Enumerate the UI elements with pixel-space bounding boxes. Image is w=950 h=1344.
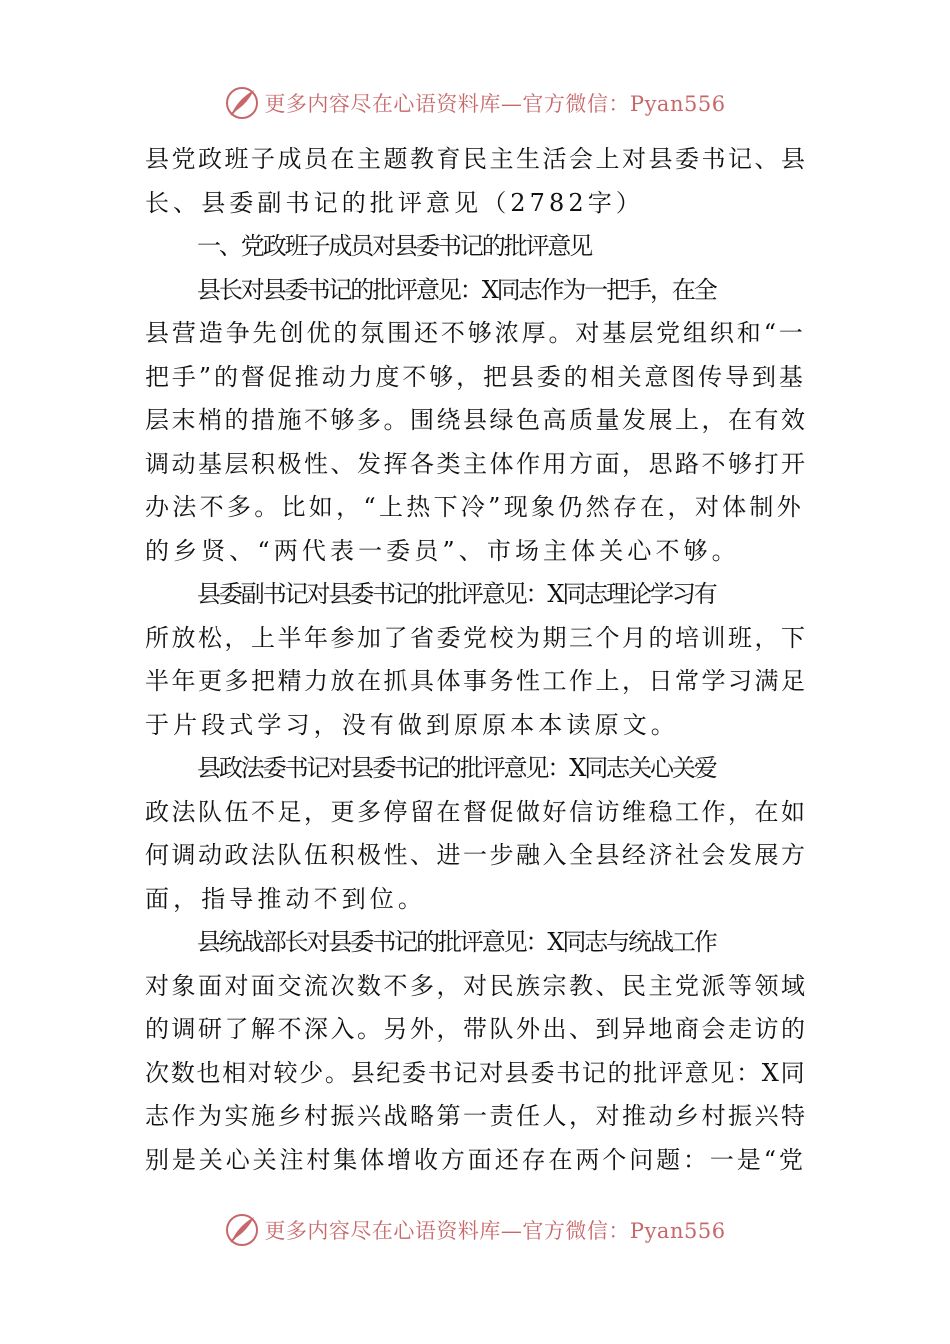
text-line: 层末梢的措施不够多。围绕县绿色高质量发展上，在有效 [145,406,808,434]
text-line: 长、县委副书记的批评意见（2782字） [145,188,644,217]
text-line: 的乡贤、“两代表一委员”、市场主体关心不够。 [145,536,740,565]
document-body [145,138,807,1182]
quill-logo-icon [224,85,260,121]
watermark-banner-bottom [0,1208,950,1252]
text-line: 调动基层积极性、发挥各类主体作用方面，思路不够打开 [145,449,808,478]
watermark-banner-top [0,81,950,125]
text-line: 县营造争先创优的氛围还不够浓厚。对基层党组织和“一 [145,319,806,347]
text-line: 何调动政法队伍积极性、进一步融入全县经济社会发展方 [145,841,808,869]
text-line: 半年更多把精力放在抓具体事务性工作上，日常学习满足 [145,667,808,695]
quill-logo-icon [224,1212,260,1248]
text-line: 次数也相对较少。县纪委书记对县委书记的批评意见：X同 [145,1058,807,1087]
text-line: 所放松，上半年参加了省委党校为期三个月的培训班，下 [145,623,808,652]
text-line: 别是关心关注村集体增收方面还存在两个问题：一是“党 [145,1145,806,1174]
text-line: 对象面对面交流次数不多，对民族宗教、民主党派等领域 [145,971,808,1000]
text-line: 办法不多。比如，“上热下冷”现象仍然存在，对体制外 [145,493,805,521]
text-line: 县统战部长对县委书记的批评意见：X同志与统战工作 [197,928,716,956]
text-line: 一、党政班子成员对县委书记的批评意见 [197,232,592,260]
text-line: 志作为实施乡村振兴战略第一责任人，对推动乡村振兴特 [145,1102,808,1130]
watermark-text: 更多内容尽在心语资料库—官方微信：Pyan556 [264,92,726,116]
text-line: 县长对县委书记的批评意见：X同志作为一把手，在全 [197,275,716,304]
text-line: 政法队伍不足，更多停留在督促做好信访维稳工作，在如 [145,797,808,826]
text-line: 把手”的督促推动力度不够，把县委的相关意图传导到基 [145,362,806,391]
text-line: 县委副书记对县委书记的批评意见：X同志理论学习有 [197,580,716,608]
text-line: 县党政班子成员在主题教育民主生活会上对县委书记、县 [145,145,808,173]
text-line: 于片段式学习，没有做到原原本本读原文。 [145,710,679,739]
text-line: 县政法委书记对县委书记的批评意见：X同志关心关爱 [197,754,716,782]
text-line: 面，指导推动不到位。 [145,884,426,913]
watermark-text: 更多内容尽在心语资料库—官方微信：Pyan556 [264,1219,726,1243]
text-line: 的调研了解不深入。另外，带队外出、到异地商会走访的 [145,1015,808,1043]
